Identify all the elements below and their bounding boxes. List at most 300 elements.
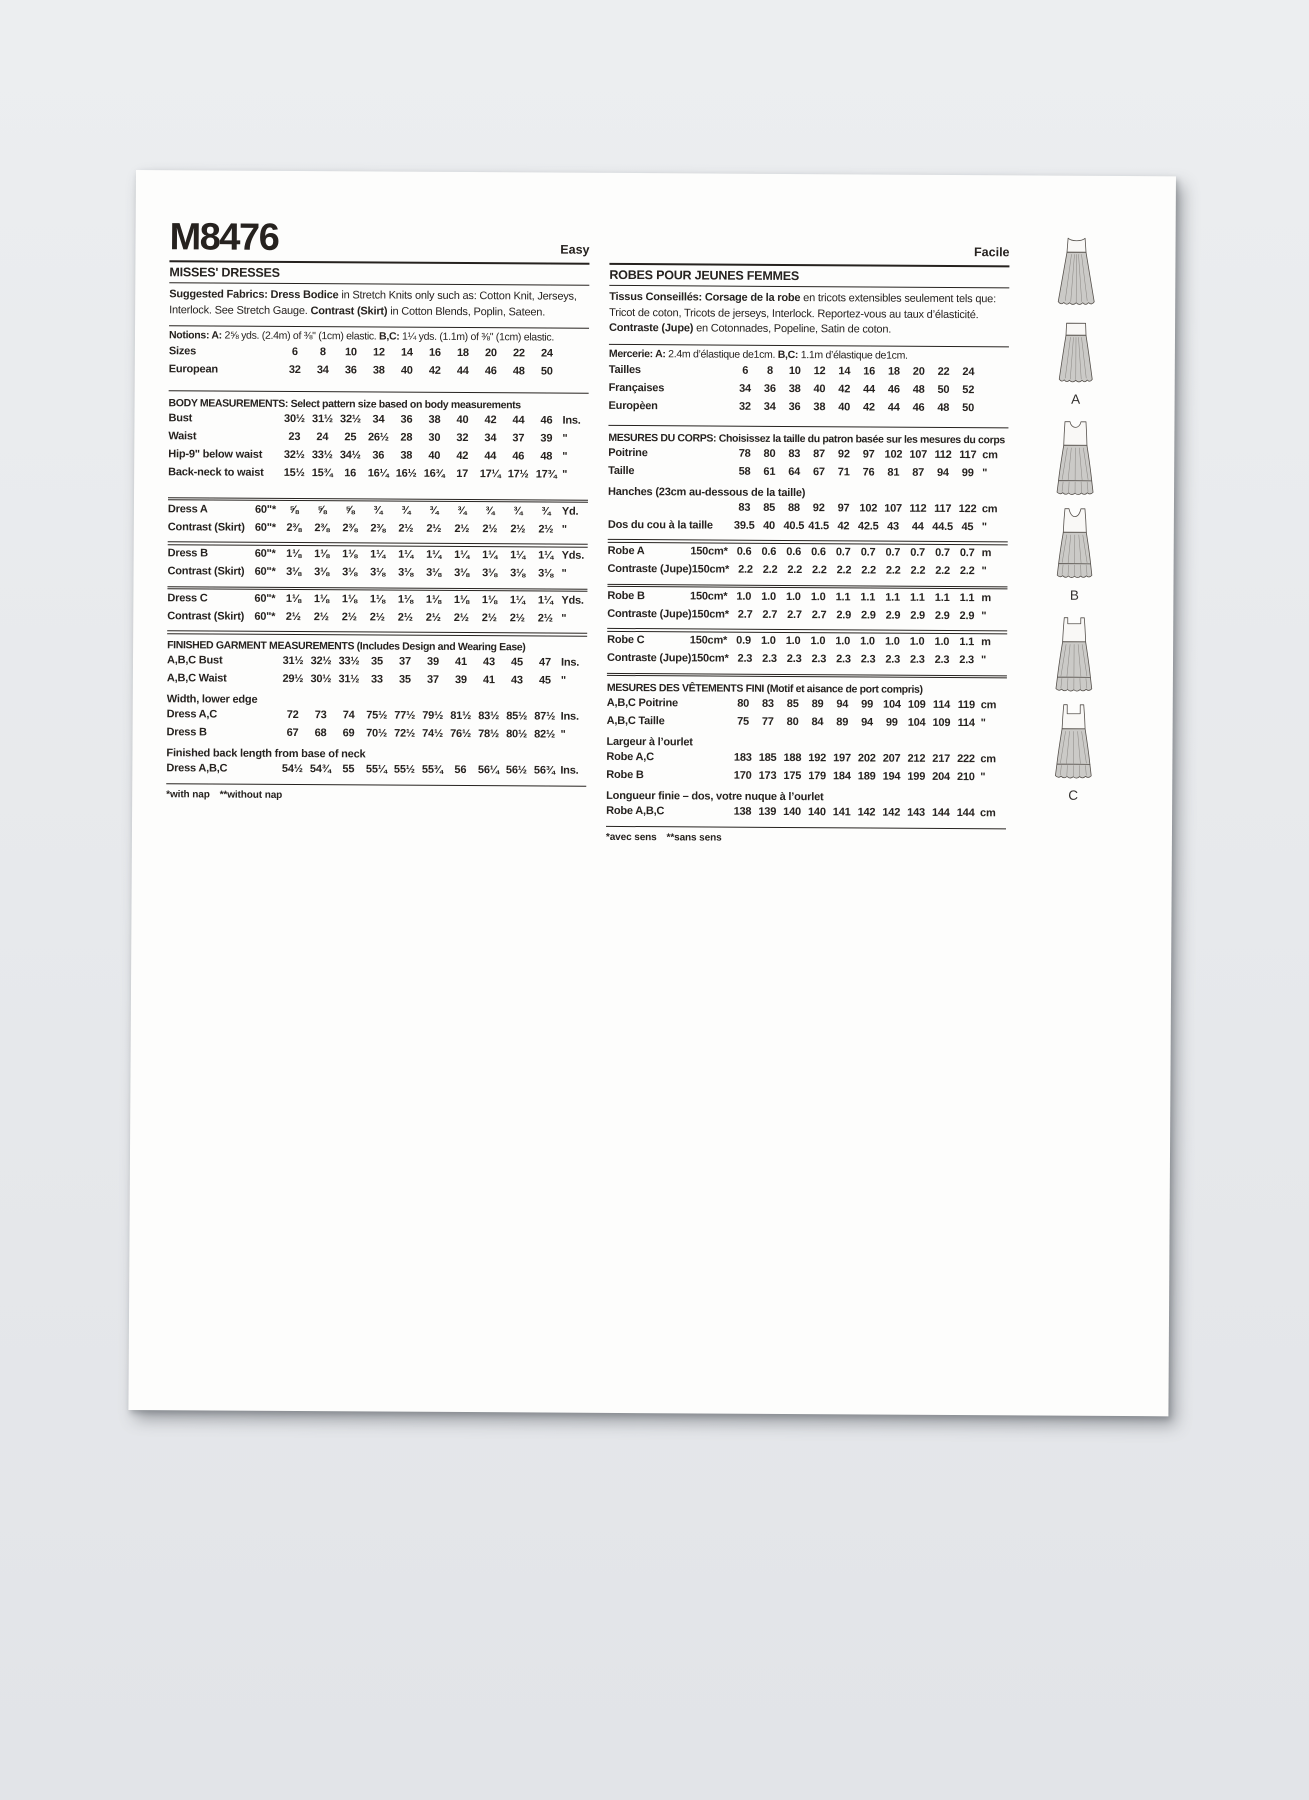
cell-value: 12 [813,364,826,377]
cell-value: 119 [957,698,975,712]
cell-value: 14 [838,364,851,377]
cell-value: 97 [837,501,850,514]
french-column [606,173,1010,845]
table-section-header: MESURES DU CORPS: Choisissez la taille du patron basée sur les mesures du corps [608,431,1005,446]
cell-value: 0.6 [811,546,826,559]
table-section-header: BODY MEASUREMENTS: Select pattern size based on body measurements [168,397,521,412]
cell-value: 30½ [310,673,332,686]
cell-value: 46 [484,365,497,378]
cell-value: 1⅛ [286,548,302,561]
cell-value: 38 [428,413,441,426]
cell-value: 87 [912,466,925,479]
cell-value: 58 [738,465,751,478]
divider [607,628,1007,634]
cell-value: 8 [766,364,773,377]
difficulty-label-en: Easy [560,242,590,257]
cell-value: 35 [371,655,383,668]
row-label: Europèen [608,399,658,412]
dress-c-back-illustration [1050,701,1097,785]
cell-value: 20 [484,347,497,360]
row-label: Contrast (Skirt) [167,565,245,578]
cell-value: 2.9 [885,609,901,622]
cell-value: 2.7 [811,608,827,621]
cell-value: 94 [836,698,849,711]
cell-value: 16 [344,467,357,480]
spacer [168,484,588,497]
cell-value: 0.7 [959,547,975,560]
cell-value: 43 [887,520,899,533]
cell-value: 80½ [506,728,528,741]
cell-value: 34 [763,400,776,413]
cell-value: 16¾ [423,467,445,480]
cell-value: 1⅛ [285,592,301,605]
cell-value: 112 [909,502,927,515]
dress-b-back-illustration [1051,505,1097,585]
cell-value: 41 [482,674,495,687]
cell-value: 81 [887,466,900,479]
cell-value: 217 [932,752,951,765]
cell-value: 34½ [339,449,361,462]
cell-value: 1.1 [860,591,876,604]
cell-value: 1⅛ [425,593,441,606]
row-label: Robe A,B,C [606,804,665,818]
cell-value: 2.2 [935,564,950,578]
cell-value: 17¼ [479,468,501,481]
cell-value: 1¼ [510,549,526,562]
divider [169,260,589,265]
cell-value: 212 [907,752,926,765]
unit-label: m [981,636,991,649]
divider [607,673,1007,679]
cell-value: 184 [832,770,851,783]
row-label: A,B,C Waist [166,672,227,685]
divider [609,285,1009,288]
masthead-fr [609,209,1009,261]
unit-label: cm [980,753,996,766]
cell-value: 18 [456,346,469,360]
cell-value: 70½ [366,727,388,740]
cell-value: 2.3 [737,652,753,666]
row-label-group [607,634,731,647]
cell-value: 1.0 [909,636,925,649]
unit-label: cm [980,807,996,820]
cell-value: 83½ [478,710,500,723]
cell-value: 2⅜ [370,522,386,535]
measurement-table-en [166,345,589,783]
table-section-header: FINISHED GARMENT MEASUREMENTS (Includes Design and Wearing Ease) [167,639,526,654]
cell-value: 202 [857,752,876,765]
cell-value: 3⅛ [342,566,358,579]
row-label: Robe A,C [606,750,654,764]
cell-value: 45 [511,656,523,669]
cell-value: 24 [962,365,975,378]
cell-value: 18 [887,365,900,378]
cell-value: 2½ [510,522,526,535]
cell-value: 39 [454,674,467,687]
cell-value: 1.1 [909,591,925,604]
cell-value: 1.0 [810,635,826,648]
cell-value: 55¾ [421,764,443,777]
cell-value: 30½ [284,412,305,426]
cell-value: 1.0 [810,590,826,603]
cell-value: 32 [288,363,301,377]
cell-value: 42.5 [857,519,879,533]
cell-value: 0.7 [835,546,851,559]
unit-label: Yds. [561,549,585,562]
cell-value: ⅝ [289,503,299,516]
cell-value: 22 [512,347,525,360]
fabric-width-marker: 150cm* [689,634,728,647]
cell-value: 40 [456,413,469,427]
cell-value: 2½ [509,612,525,625]
row-label-group [168,565,280,578]
section-title-fr: ROBES POUR JEUNES FEMMES [609,267,800,284]
table-row [606,805,1006,825]
cell-value: 31½ [338,673,360,686]
cell-value: 17 [456,467,469,481]
cell-value: 1¼ [509,594,525,607]
table-row [166,763,586,784]
cell-value: 3⅛ [482,567,498,580]
cell-value: 32½ [283,448,305,462]
cell-value: 2.3 [836,653,851,666]
cell-value: 55¼ [365,763,387,776]
cell-value: 144 [931,806,950,819]
cell-value: 48 [912,383,925,396]
cell-value: 99 [861,698,874,711]
cell-value: 41.5 [808,519,829,532]
cell-value: 38 [813,400,826,413]
cell-value: 94 [936,466,949,479]
cell-value: 72 [286,709,299,722]
table-row [167,565,587,586]
unit-label: cm [980,699,997,712]
row-label: Contraste (Jupe) [606,652,692,665]
fabric-width-marker: 150cm* [691,608,729,621]
unit-label: " [981,565,987,578]
table-row [607,608,1007,628]
cell-value: 2.2 [787,564,803,577]
unit-label: " [561,523,567,536]
divider [169,282,589,286]
measurement-table-fr [606,363,1009,825]
pattern-envelope-back [128,170,1176,1416]
row-label: Dress A [167,502,208,516]
cell-value: 2.3 [786,653,802,666]
cell-value: 99 [961,466,974,479]
cell-value: 107 [909,448,928,461]
cell-value: 42 [428,364,441,377]
cell-value: 142 [882,806,901,819]
cell-value: ¾ [373,504,383,517]
cell-value: 0.6 [736,545,752,558]
cell-value: 92 [812,501,825,514]
row-label: Robe A [607,544,645,558]
cell-value: 71 [837,465,850,478]
cell-value: 1⅛ [369,593,385,606]
table-subheader: Width, lower edge [166,693,258,707]
spacer [169,381,589,390]
cell-value: 2.2 [836,564,852,577]
cell-value: 69 [342,727,355,740]
cell-value: 2.2 [910,564,926,577]
difficulty-label-fr: Facile [974,245,1010,260]
row-label-group [608,545,732,558]
unit-label: " [980,654,987,667]
row-label-group [608,464,732,477]
cell-value: 122 [958,502,977,515]
cell-value: 192 [808,751,827,765]
cell-value: 199 [907,770,926,783]
cell-value: 34 [372,413,385,426]
cell-value: 30 [428,431,441,444]
row-label-group [608,518,732,531]
cell-value: 1.0 [785,635,801,648]
row-label-group [168,412,280,425]
cell-value: 31½ [282,655,304,668]
cell-value: 1.0 [860,635,875,648]
cell-value: 0.7 [910,546,926,559]
cell-value: 44 [863,382,876,396]
row-label-group [607,608,733,621]
row-label-group [609,381,733,394]
cell-value: 15¾ [311,467,333,480]
cell-value: 1.0 [736,590,752,603]
cell-value: 94 [861,716,873,729]
section-title-en: MISSES' DRESSES [169,265,280,280]
cell-value: 88 [787,501,800,514]
cell-value: 84 [811,716,824,729]
cell-value: 40 [428,449,441,462]
fabric-width-marker: 150cm* [690,545,728,558]
cell-value: 185 [758,751,777,764]
cell-value: 141 [832,806,851,819]
cell-value: 85½ [506,710,528,723]
row-label: Taille [608,464,635,477]
cell-value: 0.7 [885,546,901,559]
row-label-group [167,673,279,686]
fabric-width-marker: 60"* [254,521,276,534]
divider [608,424,1008,427]
cell-value: 50 [937,383,950,396]
cell-value: ¾ [457,504,467,517]
divider [607,583,1007,589]
unit-label: Ins. [560,764,579,778]
cell-value: 2.9 [959,609,975,622]
cell-value: 0.7 [860,546,876,559]
cell-value: 31½ [312,413,333,426]
cell-value: 2.2 [861,564,877,577]
divider [168,497,588,503]
divider [609,263,1009,267]
cell-value: 1.0 [835,635,851,648]
divider [168,541,588,547]
cell-value: 47 [539,656,551,669]
cell-value: 67 [812,465,825,478]
row-label: European [168,363,218,376]
cell-value: 117 [934,502,952,515]
fabric-width-marker: 60"* [254,610,276,623]
cell-value: 99 [885,716,898,729]
cell-value: 188 [783,751,802,764]
cell-value: 1¼ [454,549,470,562]
cell-value: 140 [783,805,802,818]
cell-value: 32 [456,431,469,445]
cell-value: 139 [758,805,777,818]
cell-value: 92 [837,447,850,460]
cell-value: 2.9 [910,609,926,622]
row-label: Hip-9" below waist [168,448,263,461]
cell-value: 102 [859,501,878,515]
cell-value: 33 [370,673,383,686]
cell-value: 34 [316,364,329,377]
fabric-width-marker: 60"* [254,565,276,579]
table-subheader: Finished back length from base of neck [166,747,366,761]
cell-value: 1¼ [538,549,554,562]
cell-value: 12 [372,346,385,359]
cell-value: ¾ [429,504,439,517]
cell-value: 189 [857,770,876,783]
cell-value: 16 [863,364,876,378]
row-label: Back-neck to waist [168,466,264,479]
cell-value: ¾ [485,504,495,517]
cell-value: 1⅛ [341,593,357,606]
cell-value: 29½ [282,673,304,686]
row-label: Robe B [606,768,644,781]
row-label: Contrast (Skirt) [167,609,245,623]
cell-value: 56½ [505,764,527,777]
cell-value: ¾ [541,505,551,518]
cell-value: 23 [288,430,301,444]
unit-label: m [981,547,992,560]
cell-value: 3⅛ [314,566,330,579]
cell-value: 143 [907,806,925,819]
cell-value: 0.9 [736,634,751,648]
cell-value: 43 [510,674,523,687]
table-row [607,634,1007,654]
table-row [607,697,1007,717]
fabric-width-marker: 150cm* [690,590,728,603]
cell-value: 3⅛ [426,566,442,580]
unit-label: " [981,520,987,533]
cell-value: 204 [932,770,951,783]
cell-value: 54½ [281,763,303,776]
cell-value: 114 [932,698,951,711]
table-row [607,715,1007,735]
cell-value: 2.7 [737,608,753,621]
cell-value: 77 [761,715,774,728]
fabric-width-marker: 150cm* [691,563,730,576]
cell-value: 1.0 [934,636,950,649]
divider [166,784,586,788]
cell-value: 87 [813,447,826,460]
cell-value: 1.0 [884,635,900,648]
cell-value: 39 [427,656,439,669]
cell-value: 138 [733,805,752,818]
row-label: Dos du cou à la taille [607,518,713,532]
cell-value: 2½ [398,522,414,535]
cell-value: 1.1 [934,591,950,604]
row-label-group [607,715,731,728]
cell-value: 1.1 [959,636,975,649]
cell-value: 2.2 [811,564,827,577]
row-label-group [606,769,730,782]
cell-value: 1¼ [426,548,442,562]
cell-value: 109 [932,716,951,729]
cell-value: 16¼ [367,467,389,480]
row-label: Contrast (Skirt) [167,520,245,534]
cell-value: 48 [937,401,950,414]
cell-value: 83 [761,697,774,710]
cell-value: 37 [399,655,411,669]
cell-value: 144 [956,806,975,820]
unit-label: " [981,609,987,622]
row-label-group [168,430,280,443]
cell-value: 3⅛ [370,566,386,579]
suggested-fabrics-text: Suggested Fabrics: Dress Bodice in Stretch Knits only such as: Cotton Knit, Jerseys, Interlock. See Stretch Gauge. Contrast (Skirt) in Cotton Blends, Poplin, Sateen. [169,288,577,319]
cell-value: 85 [786,697,799,710]
cell-value: 2.9 [836,608,852,622]
cell-value: 22 [937,365,950,378]
table-subheader: Hanches (23cm au-dessous de la taille) [608,485,806,499]
cell-value: 44 [456,364,469,378]
row-label-group [168,466,280,479]
cell-value: 3⅛ [510,567,526,580]
row-label-group [169,363,281,376]
cell-value: 1⅛ [313,592,329,605]
cell-value: 2⅜ [342,521,358,534]
row-label: Bust [168,412,193,425]
unit-label: " [980,717,986,730]
cell-value: 3⅛ [538,567,554,580]
unit-label: " [561,612,567,625]
cell-value: 44 [911,520,924,533]
cell-value: 114 [957,716,975,730]
cell-value: 87½ [534,710,556,723]
cell-value: 102 [884,448,903,461]
cell-value: 42 [456,449,469,463]
unit-label: cm [981,502,998,515]
cell-value: 34 [739,382,752,395]
unit-label: Ins. [562,414,581,427]
cell-value: 39 [540,432,553,445]
cell-value: 40 [400,364,413,377]
cell-value: 170 [733,769,752,782]
cell-value: 2½ [313,610,329,623]
row-label-group [167,592,279,605]
cell-value: 33½ [338,655,360,668]
cell-value: 1¼ [370,548,386,561]
row-label-group [607,652,733,665]
cell-value: 142 [857,806,876,819]
row-label-group [607,590,731,603]
tissus-conseilles-text: Tissus Conseillés: Corsage de la robe en tricots extensibles seulement tels que: Tricot de coton, Tricots de jerseys, Interlock. Reportez-vous au taux d’élasticité. Contraste (Jupe) en Cotonnades, Popeline, Satin de coton. [609,290,996,336]
cell-value: 107 [884,502,903,515]
table-section-header: MESURES DES VÊTEMENTS FINI (Motif et aisance de port compris) [606,681,923,696]
cell-value: 52 [962,383,975,396]
view-a-label: A [1071,391,1081,407]
cell-value: 73 [314,709,327,722]
unit-label: " [561,567,567,580]
cell-value: 89 [836,716,849,729]
cell-value: 173 [758,769,777,782]
cell-value: 97 [862,447,875,461]
row-label-group [609,363,733,376]
cell-value: 78½ [478,728,500,741]
cell-value: 40 [813,382,826,395]
cell-value: 40.5 [783,519,805,532]
cell-value: 24 [540,347,553,360]
